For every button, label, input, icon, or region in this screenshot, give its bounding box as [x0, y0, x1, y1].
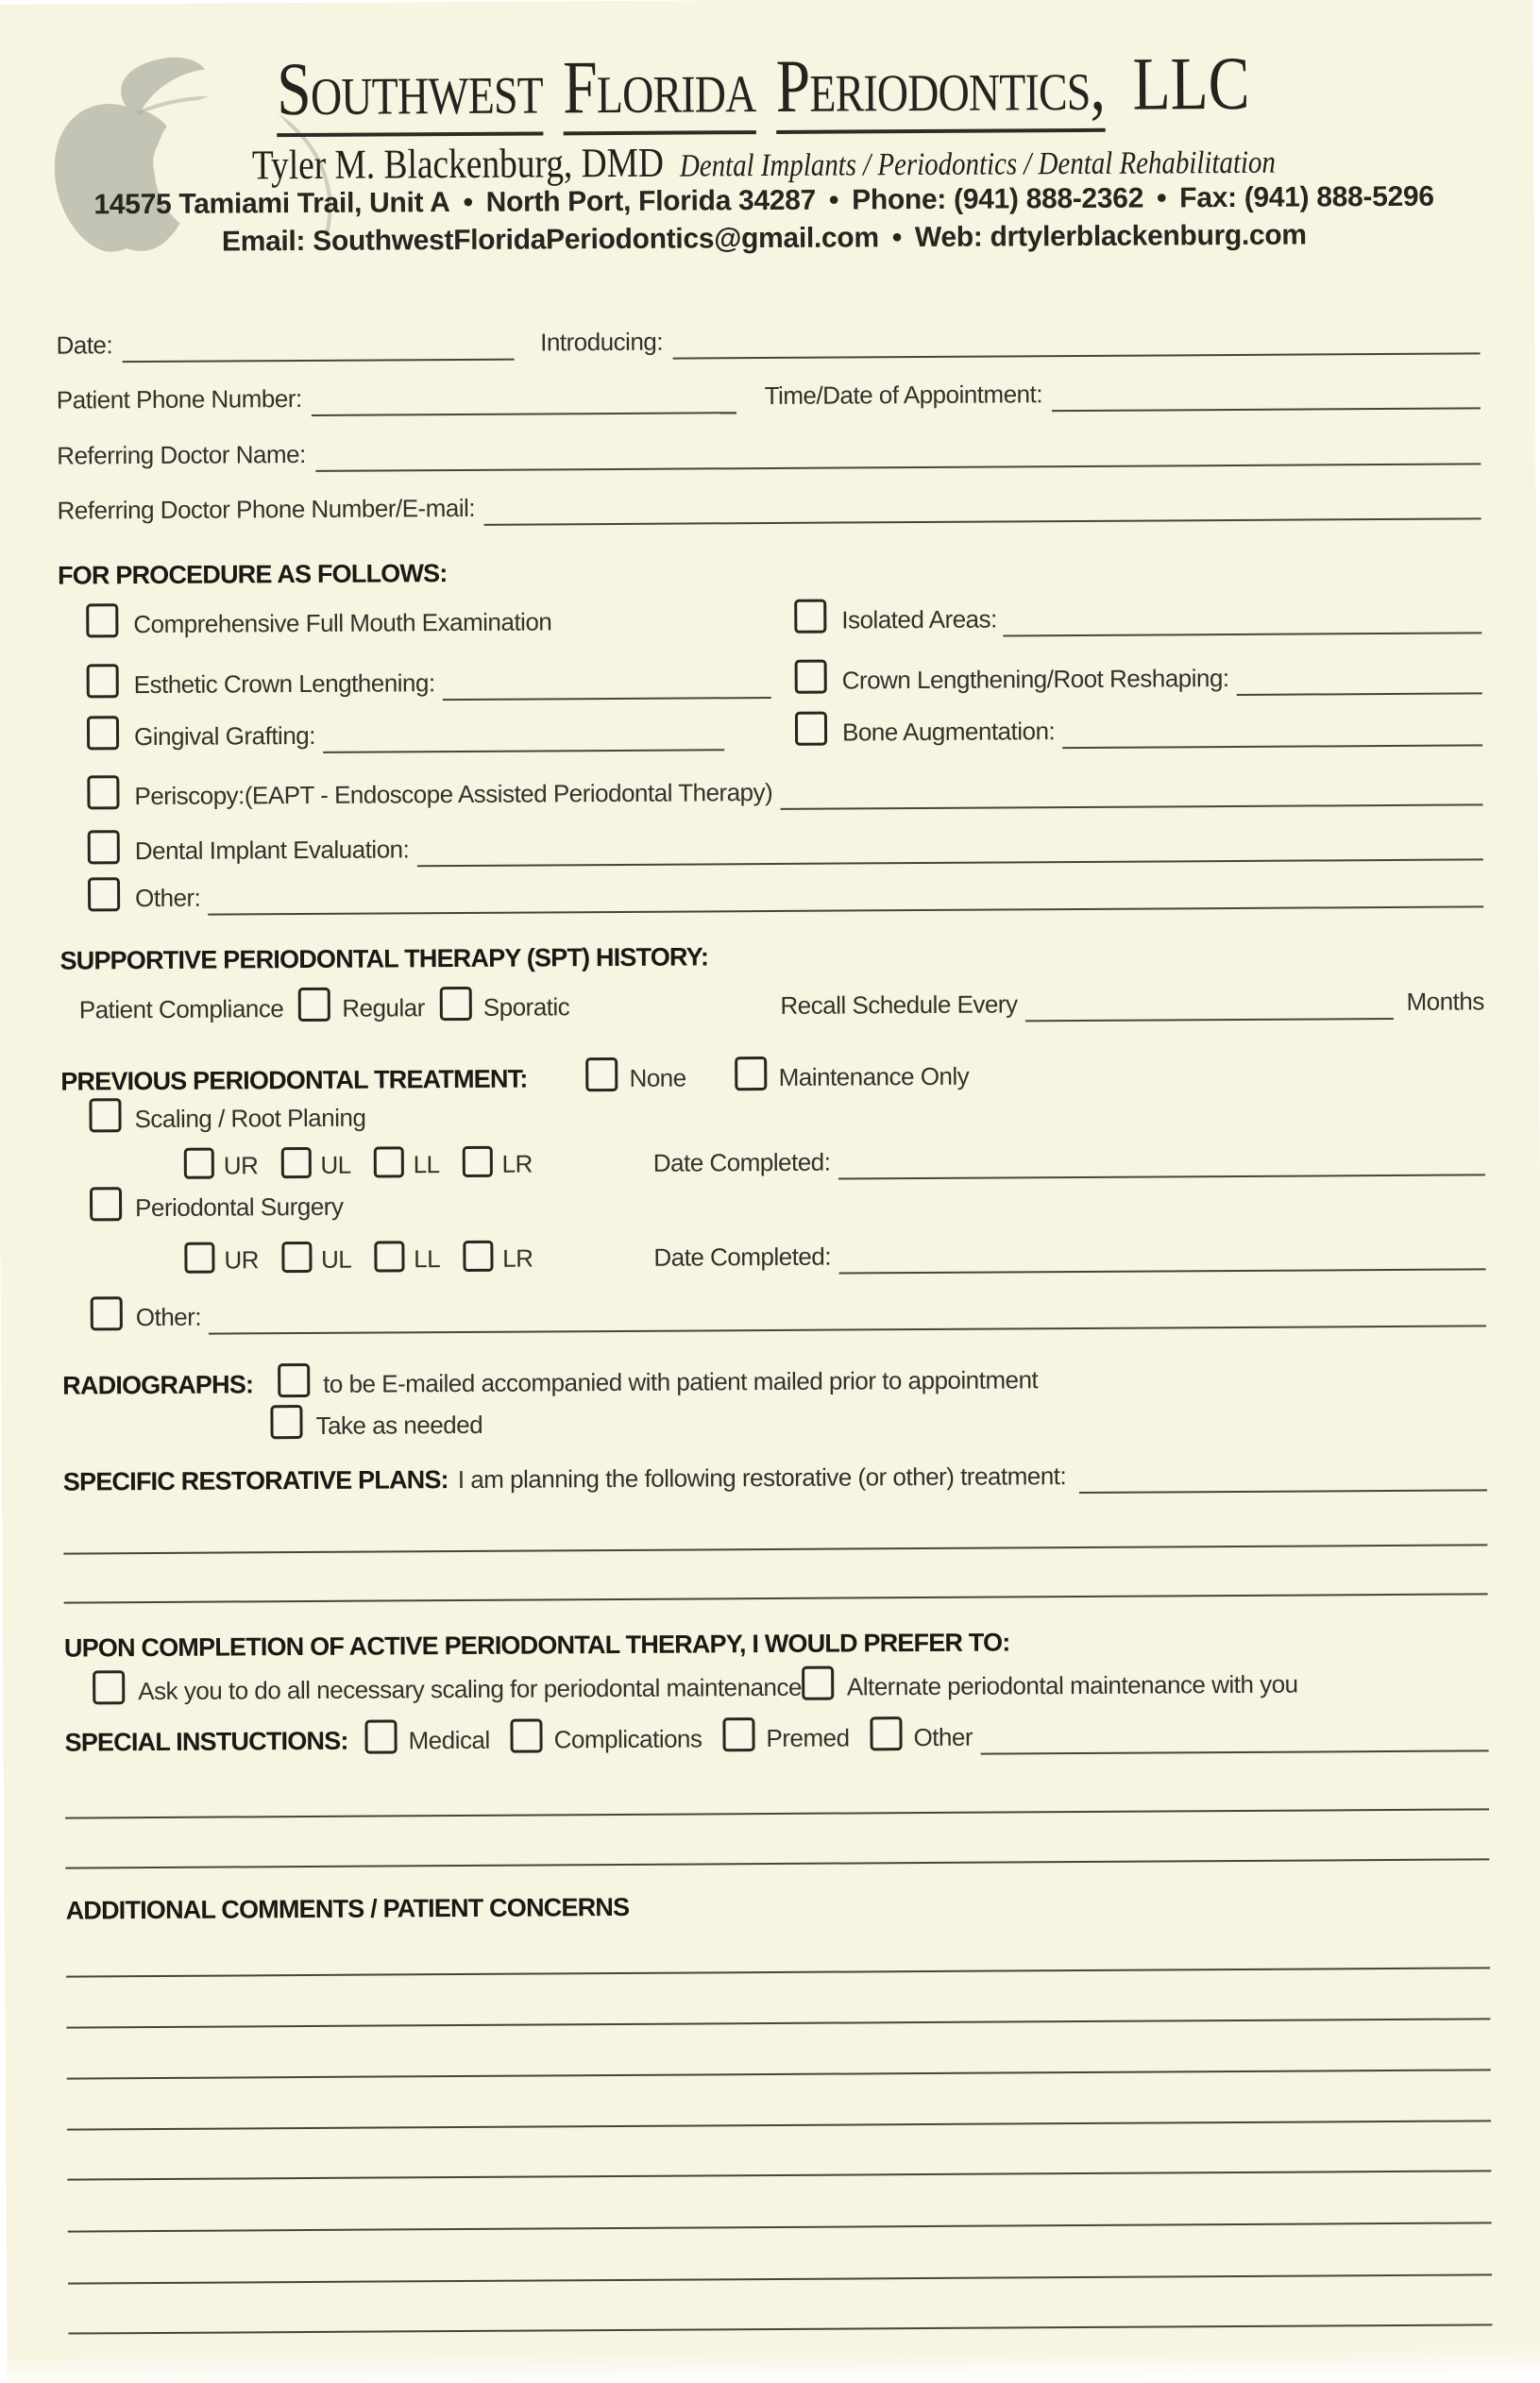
esthetic-crown-lengthening-checkbox[interactable]: [87, 664, 119, 698]
completion-scaling-label: Ask you to do all necessary scaling for periodontal maintenance: [138, 1672, 803, 1706]
radiographs-emailed-checkbox[interactable]: [278, 1363, 310, 1397]
surgery-ll-checkbox[interactable]: [374, 1241, 404, 1272]
bone-augmentation-checkbox[interactable]: [795, 712, 827, 746]
bullet-separator: •: [463, 186, 473, 218]
referring-doctor-contact-line[interactable]: [484, 508, 1481, 525]
restorative-line-3[interactable]: [64, 1593, 1488, 1603]
scaling-ll-checkbox[interactable]: [374, 1146, 404, 1177]
procedure-other-checkbox[interactable]: [88, 877, 120, 911]
compliance-sporatic-label: Sporatic: [482, 992, 570, 1022]
procedure-row-other: [88, 870, 1483, 916]
clinic-name-word: Florida: [563, 45, 756, 135]
comments-line-4[interactable]: [67, 2120, 1491, 2130]
scaling-date-completed-line[interactable]: [838, 1164, 1484, 1179]
street-address: 14575 Tamiami Trail, Unit A: [93, 187, 450, 221]
introducing-label: Introducing:: [540, 327, 664, 357]
special-other-line[interactable]: [980, 1740, 1489, 1754]
completion-options-row: [93, 1665, 1298, 1710]
date-label: Date:: [56, 330, 113, 360]
restorative-heading: SPECIFIC RESTORATIVE PLANS:: [62, 1465, 448, 1496]
clinic-name-suffix: LLC: [1132, 42, 1250, 127]
previous-other-checkbox[interactable]: [91, 1296, 123, 1330]
bullet-separator: •: [891, 222, 903, 254]
clinic-name-word: Southwest: [277, 46, 543, 137]
surgery-ur-checkbox[interactable]: [184, 1242, 214, 1274]
recall-schedule-line[interactable]: [1025, 1008, 1394, 1022]
surgery-ll-label: LL: [414, 1244, 441, 1274]
special-complications-label: Complications: [553, 1724, 702, 1754]
recall-schedule-label: Recall Schedule Every: [780, 989, 1018, 1020]
restorative-line-1[interactable]: [1079, 1479, 1487, 1494]
patient-phone-line[interactable]: [312, 402, 736, 416]
comments-heading-row: [66, 1893, 630, 1929]
surgery-row: [90, 1191, 344, 1226]
special-complications-checkbox[interactable]: [511, 1718, 543, 1752]
special-other-label: Other: [913, 1722, 973, 1752]
periscopy-checkbox[interactable]: [87, 775, 119, 809]
scaling-ul-label: UL: [320, 1150, 351, 1179]
dental-implant-evaluation-checkbox[interactable]: [88, 830, 120, 864]
surgery-ur-label: UR: [224, 1245, 260, 1275]
doctor-name: Tyler M. Blackenburg, DMD: [251, 139, 665, 189]
crown-lengthening-root-reshaping-label: Crown Lengthening/Root Reshaping:: [841, 664, 1229, 695]
periodontal-surgery-checkbox[interactable]: [90, 1187, 122, 1221]
restorative-line-2[interactable]: [63, 1544, 1487, 1554]
scaling-root-planing-label: Scaling / Root Planing: [134, 1103, 366, 1134]
special-medical-checkbox[interactable]: [364, 1719, 397, 1753]
referring-doctor-label: Referring Doctor Name:: [57, 439, 306, 470]
procedure-row-periscopy: [87, 768, 1482, 814]
scaling-ur-checkbox[interactable]: [184, 1148, 214, 1179]
surgery-ul-label: UL: [320, 1244, 352, 1274]
completion-heading-row: [64, 1628, 1010, 1665]
compliance-regular-label: Regular: [342, 993, 425, 1022]
esthetic-crown-lengthening-line[interactable]: [443, 687, 771, 701]
procedure-row-bone: [795, 708, 1482, 750]
scaling-date-completed-label: Date Completed:: [652, 1147, 831, 1177]
gingival-grafting-line[interactable]: [323, 739, 724, 753]
gingival-grafting-label: Gingival Grafting:: [133, 720, 316, 752]
surgery-date-completed-line[interactable]: [838, 1259, 1485, 1274]
isolated-areas-checkbox[interactable]: [794, 600, 826, 634]
surgery-quadrant-row: [184, 1232, 1485, 1277]
treatment-none-label: None: [629, 1063, 686, 1092]
isolated-areas-line[interactable]: [1003, 622, 1482, 636]
restorative-description: I am planning the following restorative (or other) treatment:: [457, 1462, 1067, 1495]
previous-other-line[interactable]: [209, 1315, 1486, 1334]
crown-lengthening-root-reshaping-line[interactable]: [1237, 683, 1482, 696]
comprehensive-exam-label: Comprehensive Full Mouth Examination: [133, 607, 552, 639]
radiographs-take-checkbox[interactable]: [270, 1405, 302, 1439]
restorative-row: [63, 1453, 1487, 1499]
appointment-line[interactable]: [1052, 397, 1481, 412]
months-label: Months: [1406, 987, 1484, 1016]
comments-line-7[interactable]: [68, 2273, 1492, 2284]
crown-lengthening-root-reshaping-checkbox[interactable]: [795, 660, 827, 694]
comments-line-5[interactable]: [67, 2170, 1491, 2180]
email-address: Email: SouthwestFloridaPeriodontics@gmail.com: [221, 222, 879, 258]
spt-heading-row: [59, 942, 708, 978]
scaling-row: [89, 1102, 365, 1138]
surgery-lr-checkbox[interactable]: [463, 1241, 493, 1272]
surgery-ul-checkbox[interactable]: [281, 1242, 312, 1273]
comments-heading: ADDITIONAL COMMENTS / PATIENT CONCERNS: [65, 1892, 630, 1925]
scaling-ur-label: UR: [223, 1151, 259, 1180]
comments-line-3[interactable]: [67, 2069, 1491, 2079]
procedure-heading-row: [58, 559, 448, 594]
phone-number: Phone: (941) 888-2362: [852, 182, 1144, 216]
completion-scaling-checkbox[interactable]: [93, 1670, 125, 1704]
previous-other-row: [91, 1289, 1486, 1335]
comprehensive-exam-checkbox[interactable]: [86, 603, 118, 637]
periodontal-surgery-label: Periodontal Surgery: [135, 1192, 344, 1223]
scaling-root-planing-checkbox[interactable]: [89, 1098, 121, 1132]
patient-phone-label: Patient Phone Number:: [56, 384, 302, 414]
spt-heading: SUPPORTIVE PERIODONTAL THERAPY (SPT) HISTORY:: [59, 942, 709, 975]
special-medical-label: Medical: [408, 1725, 490, 1755]
surgery-date-completed-label: Date Completed:: [653, 1242, 832, 1272]
completion-heading: UPON COMPLETION OF ACTIVE PERIODONTAL THERAPY, I WOULD PREFER TO:: [63, 1628, 1010, 1663]
web-address: Web: drtylerblackenburg.com: [914, 219, 1307, 254]
scaling-ul-checkbox[interactable]: [280, 1147, 311, 1178]
procedure-row-gingival: [87, 713, 724, 754]
comments-line-6[interactable]: [68, 2222, 1492, 2232]
dental-implant-evaluation-line[interactable]: [416, 849, 1483, 867]
scaling-ll-label: LL: [413, 1150, 440, 1179]
referring-doctor-name-line[interactable]: [315, 453, 1481, 472]
treatment-none-checkbox[interactable]: [585, 1057, 618, 1091]
appointment-label: Time/Date of Appointment:: [764, 380, 1043, 411]
completion-alternate-checkbox[interactable]: [802, 1666, 834, 1700]
periscopy-line[interactable]: [780, 794, 1482, 810]
procedure-heading: FOR PROCEDURE AS FOLLOWS:: [57, 559, 448, 590]
scaling-lr-checkbox[interactable]: [462, 1146, 492, 1177]
bone-augmentation-label: Bone Augmentation:: [841, 717, 1056, 747]
special-premed-label: Premed: [766, 1723, 850, 1753]
treatment-maintenance-label: Maintenance Only: [778, 1061, 970, 1091]
procedure-row-isolated: [794, 596, 1481, 637]
comments-line-8[interactable]: [68, 2324, 1492, 2334]
radiographs-heading: RADIOGRAPHS:: [62, 1370, 254, 1400]
form-row-date: [56, 316, 1480, 363]
procedure-row-exam: [86, 600, 747, 642]
previous-treatment-heading-row: [60, 1058, 969, 1100]
special-instructions-heading: SPECIAL INSTUCTIONS:: [64, 1726, 348, 1757]
form-row-phone: [57, 371, 1481, 417]
comments-line-1[interactable]: [66, 1967, 1490, 1977]
form-row-referring-contact: [57, 482, 1481, 528]
spt-compliance-row: [79, 981, 1484, 1027]
procedure-other-line[interactable]: [208, 896, 1483, 915]
scaling-lr-label: LR: [501, 1149, 533, 1178]
dental-implant-evaluation-label: Dental Implant Evaluation:: [134, 835, 410, 866]
procedure-other-label: Other:: [135, 883, 201, 913]
esthetic-crown-lengthening-label: Esthetic Crown Lengthening:: [133, 668, 435, 700]
city-state-zip: North Port, Florida 34287: [485, 184, 817, 218]
previous-other-label: Other:: [135, 1302, 202, 1332]
procedure-row-implant-eval: [88, 822, 1483, 869]
radiographs-row: [62, 1358, 1038, 1403]
bullet-separator: •: [1156, 182, 1167, 214]
bullet-separator: •: [828, 184, 839, 216]
comments-line-2[interactable]: [66, 2018, 1490, 2028]
compliance-regular-checkbox[interactable]: [298, 988, 330, 1022]
isolated-areas-label: Isolated Areas:: [841, 604, 997, 634]
date-field-line[interactable]: [122, 349, 514, 363]
gingival-grafting-checkbox[interactable]: [87, 716, 119, 750]
scaling-quadrant-row: [184, 1138, 1485, 1183]
procedure-row-esthetic: [87, 661, 771, 702]
clinic-name-word: Periodontics,: [775, 43, 1105, 134]
special-instructions-line-3[interactable]: [65, 1858, 1489, 1868]
radiographs-emailed-label: to be E-mailed accompanied with patient mailed prior to appointment: [323, 1365, 1039, 1398]
previous-treatment-heading: PREVIOUS PERIODONTAL TREATMENT:: [60, 1064, 528, 1096]
introducing-field-line[interactable]: [672, 343, 1481, 359]
completion-alternate-label: Alternate periodontal maintenance with you: [846, 1669, 1298, 1701]
special-instructions-row: [64, 1712, 1488, 1760]
form-row-referring-doctor: [57, 427, 1481, 473]
special-instructions-line-2[interactable]: [65, 1808, 1489, 1818]
fax-number: Fax: (941) 888-5296: [1179, 180, 1434, 214]
radiographs-take-label: Take as needed: [315, 1410, 483, 1440]
referring-contact-label: Referring Doctor Phone Number/E-mail:: [57, 493, 476, 525]
periscopy-label: Periscopy:(EAPT - Endoscope Assisted Periodontal Therapy): [134, 777, 773, 811]
special-premed-checkbox[interactable]: [722, 1717, 754, 1751]
bone-augmentation-line[interactable]: [1062, 735, 1482, 749]
patient-compliance-label: Patient Compliance: [78, 994, 284, 1024]
clinic-name: [131, 43, 1395, 130]
doctor-specialties: Dental Implants / Periodontics / Dental Rehabilitation: [679, 144, 1276, 184]
radiographs-take-row: [270, 1405, 482, 1444]
compliance-sporatic-checkbox[interactable]: [440, 987, 472, 1021]
special-other-checkbox[interactable]: [870, 1716, 902, 1750]
treatment-maintenance-checkbox[interactable]: [736, 1056, 768, 1090]
surgery-lr-label: LR: [502, 1243, 533, 1273]
procedure-row-crown-reshaping: [795, 656, 1482, 698]
